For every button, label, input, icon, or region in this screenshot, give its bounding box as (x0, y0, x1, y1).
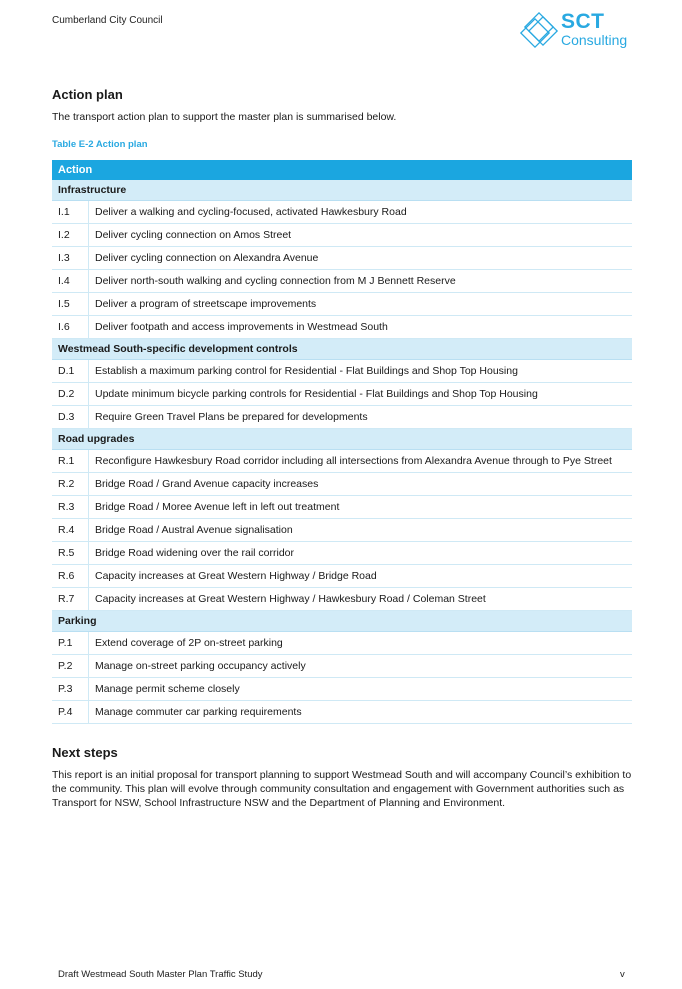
table-header: Action (52, 160, 632, 180)
table-row (52, 270, 632, 293)
table-group-row (52, 429, 632, 450)
table-row (52, 655, 632, 678)
action-description: Bridge Road / Grand Avenue capacity increases (89, 473, 633, 496)
table-row (52, 588, 632, 611)
action-table-body (52, 180, 632, 724)
table-row (52, 224, 632, 247)
action-code: D.3 (52, 406, 89, 429)
footer-title: Draft Westmead South Master Plan Traffic Study (58, 969, 263, 980)
action-code: P.4 (52, 701, 89, 724)
action-code: R.4 (52, 519, 89, 542)
action-description: Deliver a walking and cycling-focused, activated Hawkesbury Road (89, 201, 633, 224)
table-group-row (52, 180, 632, 201)
table-row (52, 632, 632, 655)
action-code: P.3 (52, 678, 89, 701)
table-row (52, 473, 632, 496)
table-row (52, 450, 632, 473)
action-description: Require Green Travel Plans be prepared for developments (89, 406, 633, 429)
sct-logo (519, 9, 634, 53)
table-row (52, 542, 632, 565)
action-code: R.5 (52, 542, 89, 565)
action-code: R.2 (52, 473, 89, 496)
action-description: Manage permit scheme closely (89, 678, 633, 701)
table-row (52, 316, 632, 339)
action-plan-table (52, 160, 632, 724)
table-group-row (52, 611, 632, 632)
action-description: Deliver cycling connection on Alexandra Avenue (89, 247, 633, 270)
action-code: I.5 (52, 293, 89, 316)
table-row (52, 678, 632, 701)
action-description: Extend coverage of 2P on-street parking (89, 632, 633, 655)
group-heading: Infrastructure (52, 180, 632, 201)
action-description: Bridge Road / Moree Avenue left in left out treatment (89, 496, 633, 519)
table-row (52, 293, 632, 316)
page-number: v (620, 969, 625, 980)
action-code: D.2 (52, 383, 89, 406)
action-description: Reconfigure Hawkesbury Road corridor including all intersections from Alexandra Avenue through to Pye Street (89, 450, 633, 473)
action-code: D.1 (52, 360, 89, 383)
group-heading: Parking (52, 611, 632, 632)
action-code: I.2 (52, 224, 89, 247)
table-caption: Table E-2 Action plan (52, 139, 148, 150)
action-code: I.3 (52, 247, 89, 270)
action-code: R.1 (52, 450, 89, 473)
header-org: Cumberland City Council (52, 15, 163, 26)
table-row (52, 383, 632, 406)
action-code: R.6 (52, 565, 89, 588)
action-code: I.4 (52, 270, 89, 293)
next-steps-body: This report is an initial proposal for transport planning to support Westmead South and will accompany Council’s exhibition to the community. This plan will evolve through community consultation and engagement with Government authorities such as Transport for NSW, School Infrastructure NSW and the Department of Planning and Environment. (52, 769, 632, 809)
table-row (52, 247, 632, 270)
table-row (52, 360, 632, 383)
action-plan-heading: Action plan (52, 87, 123, 102)
table-row (52, 701, 632, 724)
action-description: Manage on-street parking occupancy actively (89, 655, 633, 678)
action-code: P.1 (52, 632, 89, 655)
table-row (52, 406, 632, 429)
action-code: R.3 (52, 496, 89, 519)
action-description: Deliver north-south walking and cycling connection from M J Bennett Reserve (89, 270, 633, 293)
group-heading: Westmead South-specific development controls (52, 339, 632, 360)
action-code: R.7 (52, 588, 89, 611)
action-description: Capacity increases at Great Western Highway / Hawkesbury Road / Coleman Street (89, 588, 633, 611)
action-description: Capacity increases at Great Western Highway / Bridge Road (89, 565, 633, 588)
action-description: Update minimum bicycle parking controls for Residential - Flat Buildings and Shop Top Housing (89, 383, 633, 406)
table-row (52, 496, 632, 519)
action-plan-intro: The transport action plan to support the master plan is summarised below. (52, 111, 397, 123)
action-code: P.2 (52, 655, 89, 678)
action-code: I.1 (52, 201, 89, 224)
action-description: Establish a maximum parking control for Residential - Flat Buildings and Shop Top Housing (89, 360, 633, 383)
table-group-row (52, 339, 632, 360)
action-description: Bridge Road / Austral Avenue signalisation (89, 519, 633, 542)
group-heading: Road upgrades (52, 429, 632, 450)
table-row (52, 565, 632, 588)
action-code: I.6 (52, 316, 89, 339)
logo-subtitle: Consulting (561, 32, 628, 48)
action-description: Bridge Road widening over the rail corridor (89, 542, 633, 565)
logo-name: SCT (561, 10, 605, 33)
action-description: Deliver footpath and access improvements in Westmead South (89, 316, 633, 339)
diamond-logo-icon (519, 9, 563, 53)
table-row (52, 519, 632, 542)
action-description: Deliver a program of streetscape improvements (89, 293, 633, 316)
table-row (52, 201, 632, 224)
action-description: Deliver cycling connection on Amos Street (89, 224, 633, 247)
action-description: Manage commuter car parking requirements (89, 701, 633, 724)
next-steps-heading: Next steps (52, 745, 118, 760)
